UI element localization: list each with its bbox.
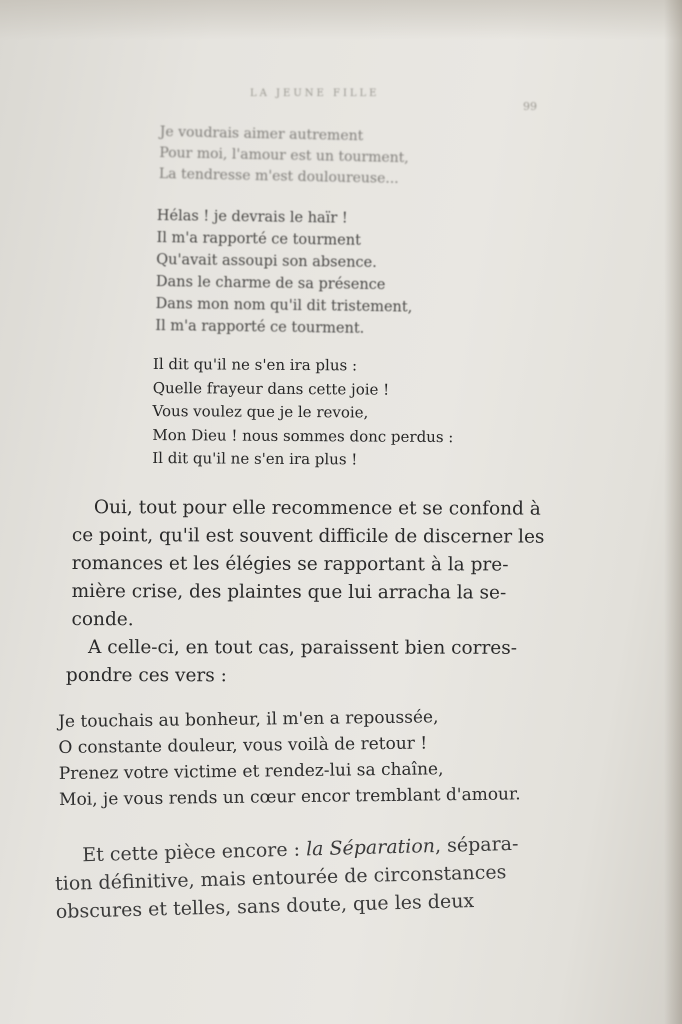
prose-text: , sépara-	[434, 832, 519, 858]
stanza-2	[155, 205, 414, 341]
prose-line: tion définitive, mais entourée de circonstances	[54, 861, 507, 895]
prose-line: obscures et telles, sans doute, que les deux	[55, 890, 475, 923]
verse-line: Mon Dieu ! nous sommes donc perdus :	[152, 425, 454, 446]
paragraph-2	[66, 634, 517, 691]
quote-line: Je touchais au bonheur, il m'en a repoussée,	[58, 707, 439, 732]
stanza-3	[152, 353, 454, 473]
verse-line: Il m'a rapporté ce tourment	[156, 229, 362, 249]
verse-line: Quelle frayeur dans cette joie !	[152, 378, 390, 399]
verse-line: Hélas ! je devrais le haïr !	[156, 207, 348, 227]
verse-line: Il dit qu'il ne s'en ira plus :	[152, 354, 358, 375]
prose-line: mière crise, des plaintes que lui arracha la se-	[71, 580, 507, 604]
work-title: la Séparation	[305, 835, 436, 861]
paragraph-3	[54, 830, 520, 926]
running-head: LA JEUNE FILLE	[250, 88, 380, 99]
prose-line: ce point, qu'il est souvent difficile de discerner les	[71, 524, 545, 548]
quote-line: Moi, je vous rends un cœur encor tremblant d'amour.	[58, 784, 521, 810]
prose-text: Et cette pièce encore :	[82, 838, 307, 867]
quote-line: O constante douleur, vous voilà de retour !	[58, 733, 428, 758]
verse-line: Dans le charme de sa présence	[155, 273, 386, 294]
verse-line: Je voudrais aimer autrement	[159, 123, 364, 145]
quote-line: Prenez votre victime et rendez-lui sa chaîne,	[58, 759, 444, 784]
prose-line: Oui, tout pour elle recommence et se confond à	[93, 497, 541, 520]
verse-line: Dans mon nom qu'il dit tristement,	[155, 295, 413, 316]
verse-line: Qu'avait assoupi son absence.	[156, 251, 377, 272]
prose-line: romances et les élégies se rapportant à la pre-	[71, 552, 509, 576]
prose-line: conde.	[71, 608, 134, 631]
verse-quote	[58, 703, 521, 813]
prose-line: A celle-ci, en tout cas, paraissent bien corres-	[87, 637, 518, 659]
verse-line: La tendresse m'est douloureuse...	[158, 165, 399, 188]
verse-line: Vous voulez que je le revoie,	[152, 401, 369, 422]
stanza-1	[159, 122, 410, 190]
page-number: 99	[523, 100, 537, 113]
verse-line: Pour moi, l'amour est un tourment,	[159, 144, 409, 167]
verse-line: Il m'a rapporté ce tourment.	[155, 317, 365, 337]
verse-line: Il dit qu'il ne s'en ira plus !	[152, 448, 358, 469]
prose-line: pondre ces vers :	[65, 664, 227, 687]
page-edge-shadow	[664, 0, 682, 1024]
page-top-shadow	[0, 0, 682, 40]
paragraph-1	[72, 494, 545, 636]
